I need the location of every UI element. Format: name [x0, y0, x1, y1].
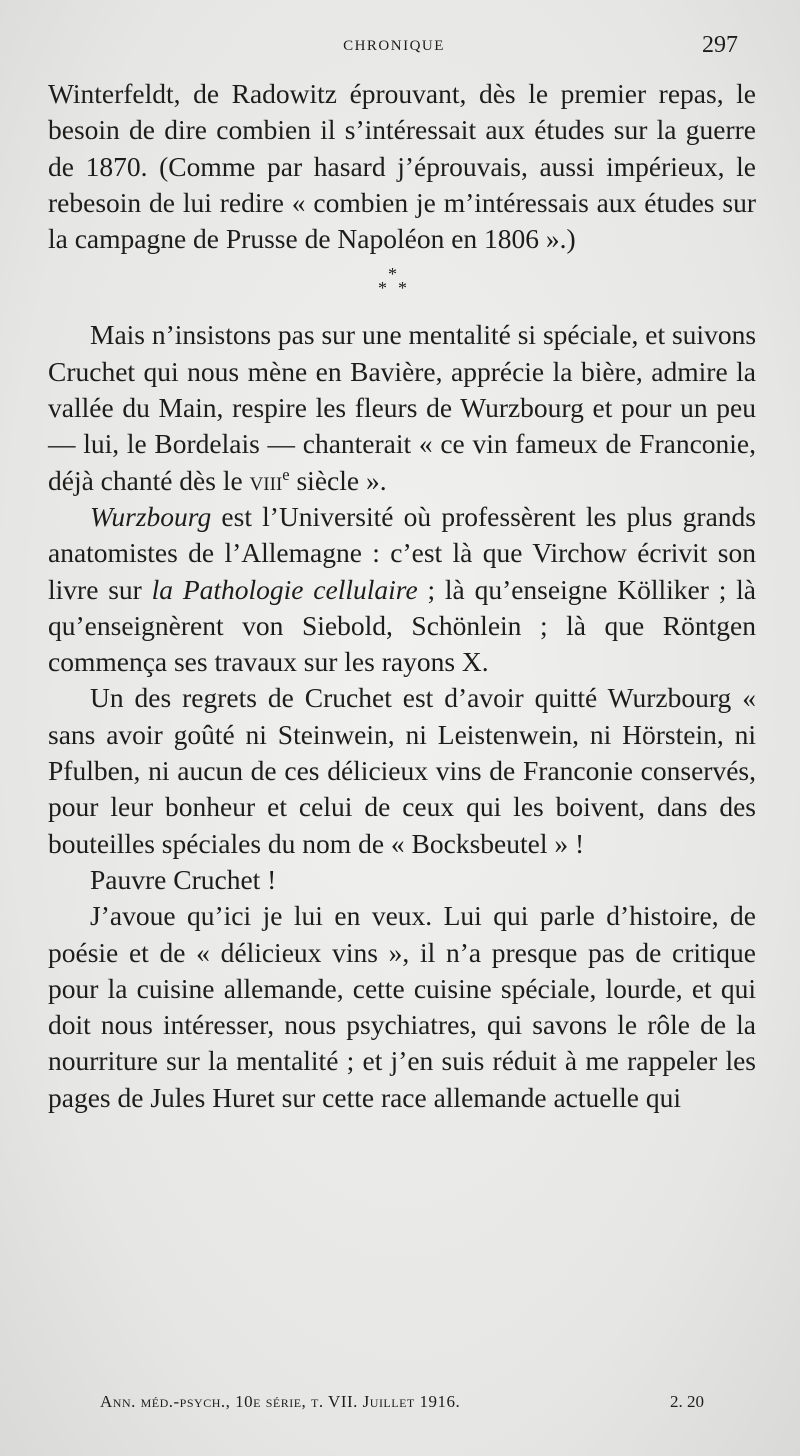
paragraph-4: Un des regrets de Cruchet est d’avoir quitté Wurzbourg « sans avoir goûté ni Steinwein, ni Leistenwein, ni Hörstein, ni Pfulben, ni aucun de ces délicieux vins de Franconie conservés, pour leur bonheur et celui de ceux qui les boivent, dans des bouteilles spéciales du nom de « Bocksbeutel » !	[48, 682, 756, 859]
wurzbourg-italic: Wurzbourg	[90, 500, 212, 532]
paragraph-5: Pauvre Cruchet !	[90, 863, 277, 895]
paragraph-2-end: siècle ».	[289, 464, 387, 496]
paragraph-3-b: ; là qu’enseigne Kölliker ; là qu’enseignèrent von Siebold, Schönlein ; là que Röntgen commença ses travaux sur les rayons X.	[48, 573, 756, 678]
asterisk-right: *	[398, 278, 407, 299]
asterisk-top: *	[388, 264, 397, 285]
sheet-signature: 2. 20	[670, 1392, 704, 1411]
book-title-italic: la Pathologie cellulaire	[151, 573, 418, 605]
century-superscript: e	[282, 464, 290, 484]
paragraph-2	[48, 317, 756, 498]
paragraph-3	[48, 499, 756, 680]
century-numeral: viii	[249, 464, 283, 496]
page-footer	[100, 1392, 720, 1422]
body-text	[48, 76, 756, 1116]
paragraph-3-a: est l’Université où professèrent les plus grands anatomistes de l’Allemagne : c’est là que Virchow écrivit son livre sur	[48, 500, 756, 605]
page-number: 297	[702, 32, 738, 58]
asterisk-left: *	[378, 278, 387, 299]
paragraph-6: J’avoue qu’ici je lui en veux. Lui qui parle d’histoire, de poésie et de « délicieux vins », il n’a presque pas de critique pour la cuisine allemande, cette cuisine spéciale, lourde, et qui doit nous intéresser, nous psychiatres, qui savons le rôle de la nourriture sur la mentalité ; et j’en suis réduit à me rappeler les pages de Jules Huret sur cette race allemande actuelle qui	[48, 900, 756, 1113]
paragraph-1: Winterfeldt, de Radowitz éprouvant, dès le premier repas, le besoin de dire combien il s’intéressait aux études sur la guerre de 1870. (Comme par hasard j’éprouvais, aussi impérieux, le rebesoin de lui redire « combien je m’intéressais aux études sur la campagne de Prusse de Napoléon en 1806 ».)	[48, 78, 756, 255]
asterism-separator	[48, 257, 756, 317]
journal-citation: Ann. méd.-psych., 10e série, t. VII. Juillet 1916.	[100, 1392, 461, 1411]
running-head: CHRONIQUE	[343, 38, 445, 54]
paragraph-2-text: Mais n’insistons pas sur une mentalité si spéciale, et suivons Cruchet qui nous mène en Bavière, apprécie la bière, admire la vallée du Main, respire les fleurs de Wurzbourg et pour un peu — lui, le Bordelais — chanterait « ce vin fameux de Franconie, déjà chanté dès le	[48, 319, 757, 496]
page-header	[44, 32, 744, 66]
